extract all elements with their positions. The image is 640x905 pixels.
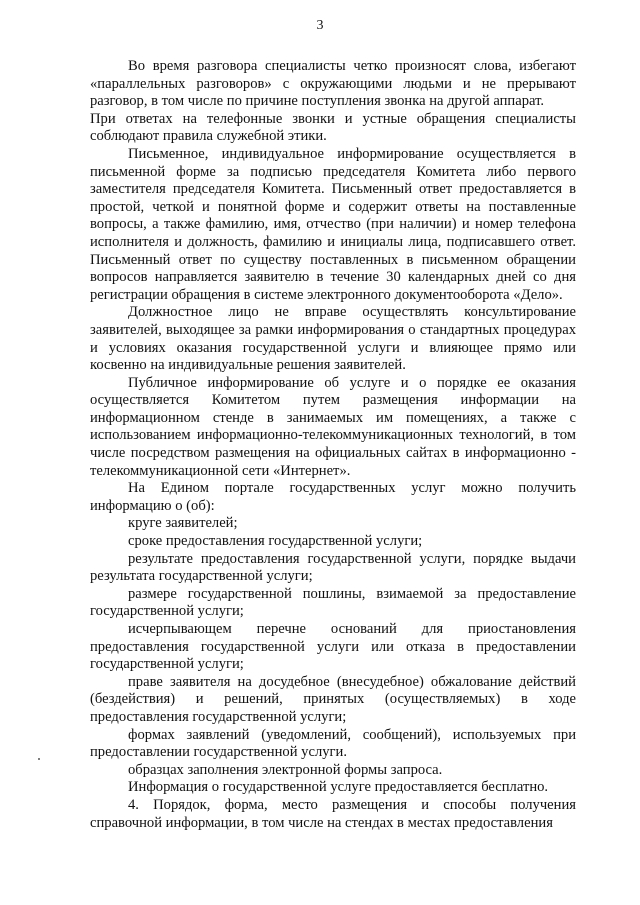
page-number: 3 xyxy=(316,18,324,33)
section-heading-paragraph: 4. Порядок, форма, место размещения и способы получения справочной информации, в том числе на стендах в местах предоставления xyxy=(90,796,576,831)
list-item: формах заявлений (уведомлений, сообщений), используемых при предоставлении государственной услуги. xyxy=(90,726,576,761)
paragraph: На Едином портале государственных услуг можно получить информацию о (об): xyxy=(90,480,576,514)
paragraph: Информация о государственной услуге предоставляется бесплатно. xyxy=(128,779,549,796)
list-item: образцах заполнения электронной формы запроса. xyxy=(128,761,443,778)
list-item: размере государственной пошлины, взимаемой за предоставление государственной услуги; xyxy=(90,585,576,620)
paragraph: Во время разговора специалисты четко произносят слова, избегают «параллельных разговоров» с окружающими людьми и не прерывают разговор, в том числе по причине поступления звонка на другой аппарат. xyxy=(90,58,576,110)
list-item: исчерпывающем перечне оснований для приостановления предоставления государственной услуги или отказа в предоставлении государственной услуги; xyxy=(90,621,576,673)
list-item: праве заявителя на досудебное (внесудебное) обжалование действий (бездействия) и решений, принятых (осуществляемых) в ходе предоставления государственной услуги; xyxy=(90,673,576,725)
paragraph: Письменное, индивидуальное информирование осуществляется в письменной форме за подписью председателя Комитета либо первого заместителя председателя Комитета. Письменный ответ предоставляется в простой, четкой и понятной форме и содержит ответы на поставленные вопросы, а также фамилию, имя, отчество (при наличии) и номер телефона исполнителя и должность, фамилию и инициалы лица, подписавшего ответ. Письменный ответ по существу поставленных в письменном обращении вопросов направляется заявителю в течение 30 календарных дней со дня регистрации обращения в системе электронного документооборота «Дело». xyxy=(90,145,576,303)
list-item: круге заявителей; xyxy=(128,515,238,532)
paragraph: Публичное информирование об услуге и о порядке ее оказания осуществляется Комитетом путем размещения информации на информационном стенде в занимаемых им помещениях, а также с использованием информационно-телекоммуникационных технологий, в том числе посредством размещения на официальных сайтах в информационно - телекоммуникационной сети «Интернет». xyxy=(90,374,576,479)
paragraph: При ответах на телефонные звонки и устные обращения специалисты соблюдают правила служебной этики. xyxy=(90,110,576,145)
list-item: сроке предоставления государственной услуги; xyxy=(128,533,423,550)
scan-speck xyxy=(38,758,40,760)
document-body xyxy=(90,58,576,832)
paragraph: Должностное лицо не вправе осуществлять консультирование заявителей, выходящее за рамки информирования о стандартных процедурах и условиях оказания государственной услуги и влияющее прямо или косвенно на индивидуальные решения заявителей. xyxy=(90,304,576,374)
list-item: результате предоставления государственной услуги, порядке выдачи результата государственной услуги; xyxy=(90,550,576,585)
